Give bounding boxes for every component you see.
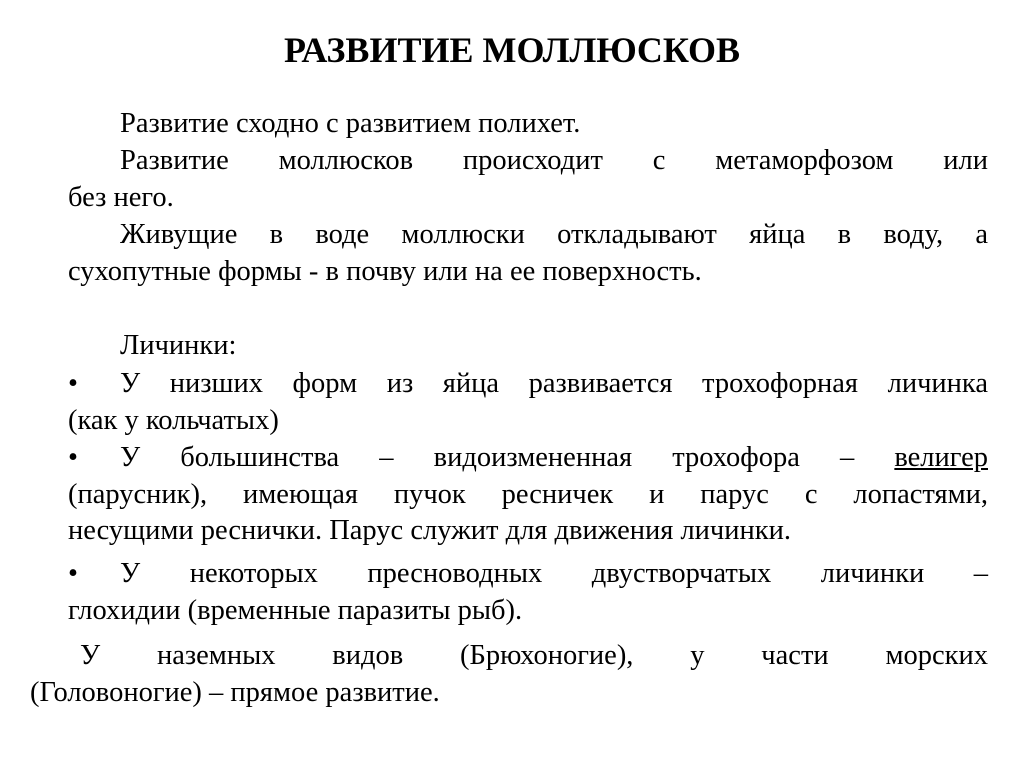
- bullet-item-glochidia: [68, 556, 988, 629]
- bullet-line-text: У большинства – видоизмененная трохофора –: [120, 442, 895, 473]
- bullet-line: (как у кольчатых): [68, 404, 279, 436]
- bullet-icon: •: [68, 368, 78, 399]
- closing-line: У наземных видов (Брюхоногие), у части морских: [80, 640, 988, 671]
- closing-line: (Головоногие) – прямое развитие.: [30, 676, 440, 708]
- paragraph-line: Развитие моллюсков происходит с метаморфозом или: [120, 145, 988, 176]
- paragraph-line: Живущие в воде моллюски откладывают яйца в воду, а: [120, 219, 988, 250]
- closing-paragraph: [30, 638, 988, 711]
- larvae-heading: Личинки:: [120, 330, 237, 361]
- bullet-line: У низших форм из яйца развивается трохофорная личинка: [120, 368, 988, 399]
- page-title: РАЗВИТИЕ МОЛЛЮСКОВ: [283, 30, 741, 70]
- bullet-line: глохидии (временные паразиты рыб).: [68, 594, 523, 626]
- paragraph-eggs: [68, 217, 988, 290]
- veliger-term: велигер: [894, 442, 988, 473]
- paragraph-line: сухопутные формы - в почву или на ее поверхность.: [68, 255, 702, 287]
- bullet-line: [68, 440, 988, 477]
- paragraph-line: без него.: [68, 181, 174, 213]
- paragraph-development-similar: [68, 106, 988, 143]
- bullet-item-veliger: [68, 440, 988, 550]
- paragraph-text: Развитие сходно с развитием полихет.: [120, 108, 581, 139]
- bullet-line: (парусник), имеющая пучок ресничек и парус с лопастями,: [68, 478, 988, 510]
- bullet-item-trochophore: [68, 366, 988, 439]
- bullet-icon: •: [68, 442, 78, 473]
- paragraph-metamorphosis: [68, 143, 988, 216]
- bullet-line: У некоторых пресноводных двустворчатых личинки –: [120, 558, 988, 589]
- larvae-heading-block: [68, 328, 988, 365]
- bullet-icon: •: [68, 558, 78, 589]
- bullet-line: несущими реснички. Парус служит для движения личинки.: [68, 515, 791, 546]
